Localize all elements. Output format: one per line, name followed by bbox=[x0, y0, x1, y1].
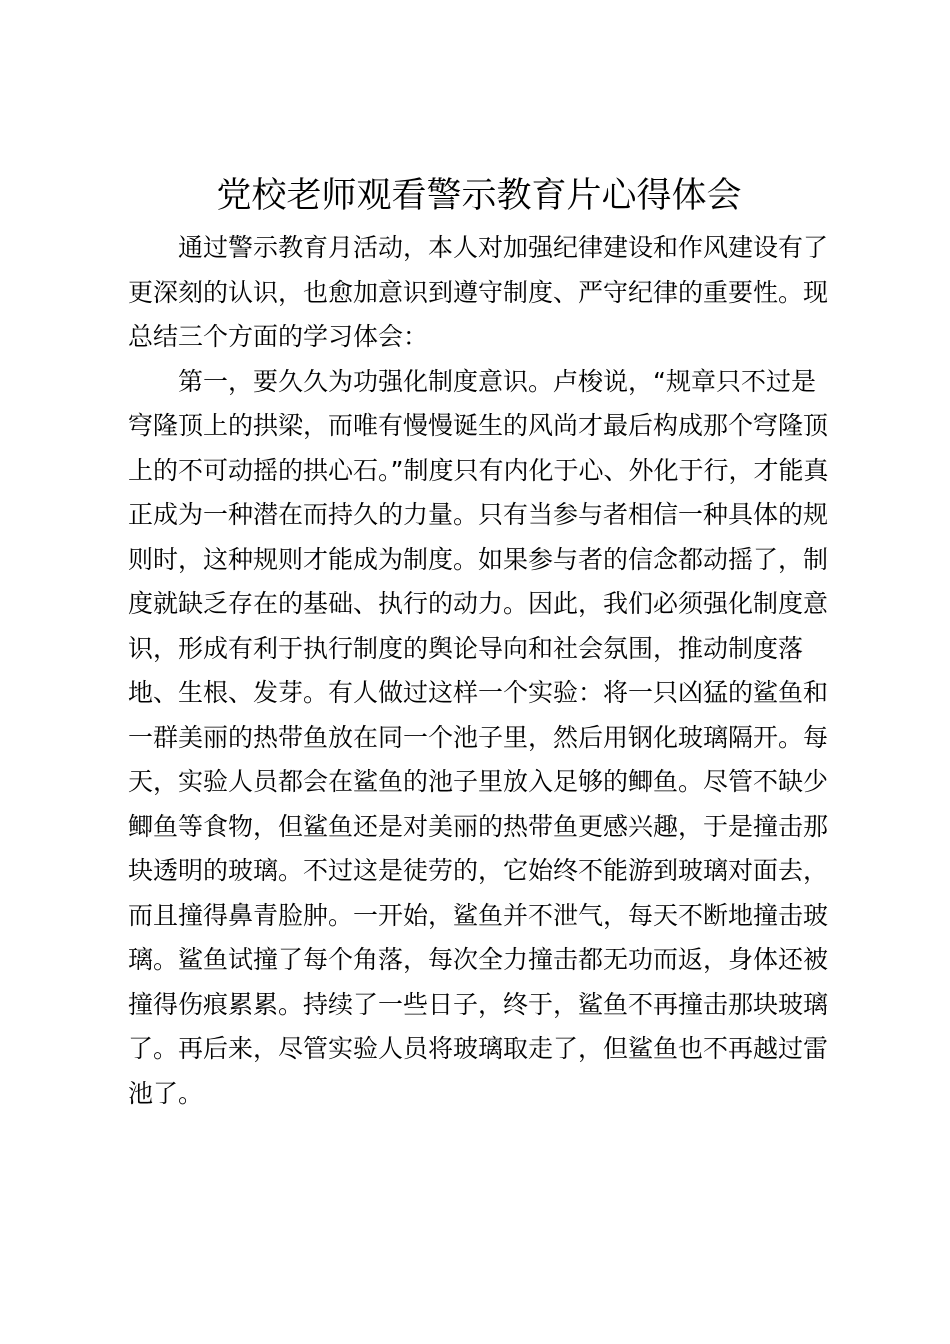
paragraph-intro: 通过警示教育月活动，本人对加强纪律建设和作风建设有了更深刻的认识，也愈加意识到遵守制度、严守纪律的重要性。现总结三个方面的学习体会： bbox=[128, 233, 829, 351]
document-body bbox=[128, 226, 836, 1116]
paragraph-first-point: 第一，要久久为功强化制度意识。卢梭说，“规章只不过是穹隆顶上的拱梁，而唯有慢慢诞生的风尚才最后构成那个穹隆顶上的不可动摇的拱心石。”制度只有内化于心、外化于行，才能真正成为一种潜在而持久的力量。只有当参与者相信一种具体的规则时，这种规则才能成为制度。如果参与者的信念都动摇了，制度就缺乏存在的基础、执行的动力。因此，我们必须强化制度意识，形成有利于执行制度的舆论导向和社会氛围，推动制度落地、生根、发芽。有人做过这样一个实验：将一只凶猛的鲨鱼和一群美丽的热带鱼放在同一个池子里，然后用钢化玻璃隔开。每天，实验人员都会在鲨鱼的池子里放入足够的鲫鱼。尽管不缺少鲫鱼等食物，但鲨鱼还是对美丽的热带鱼更感兴趣，于是撞击那块透明的玻璃。不过这是徒劳的，它始终不能游到玻璃对面去，而且撞得鼻青脸肿。一开始，鲨鱼并不泄气，每天不断地撞击玻璃。鲨鱼试撞了每个角落，每次全力撞击都无功而返，身体还被撞得伤痕累累。持续了一些日子，终于，鲨鱼不再撞击那块玻璃了。再后来，尽管实验人员将玻璃取走了，但鲨鱼也不再越过雷池了。 bbox=[128, 366, 829, 1108]
document-title: 党校老师观看警示教育片心得体会 bbox=[216, 176, 742, 216]
